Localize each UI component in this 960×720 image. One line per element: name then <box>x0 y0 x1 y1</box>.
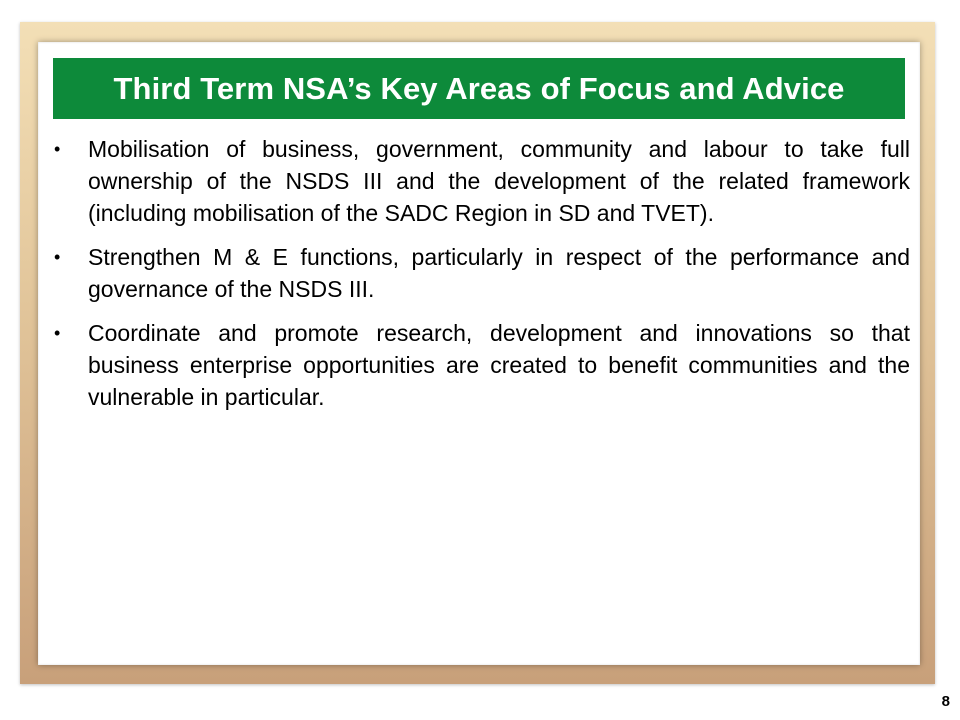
title-bar <box>53 58 905 119</box>
bullet-text: Mobilisation of business, government, community and labour to take full ownership of the NSDS III and the development of the related framework (including mobilisation of the SADC Region in SD and TVET). <box>88 136 910 226</box>
bullet-text: Strengthen M & E functions, particularly in respect of the performance and governance of the NSDS III. <box>88 244 910 302</box>
page-number: 8 <box>941 693 950 710</box>
bullet-text: Coordinate and promote research, development and innovations so that business enterprise opportunities are created to benefit communities and the vulnerable in particular. <box>88 320 910 410</box>
bullet-item-coordinate <box>50 317 910 413</box>
bullet-list <box>50 133 910 425</box>
bullet-icon: • <box>54 323 61 343</box>
slide-title: Third Term NSA’s Key Areas of Focus and Advice <box>113 70 845 106</box>
bullet-item-strengthen <box>50 241 910 305</box>
bullet-icon: • <box>54 247 61 267</box>
bullet-icon: • <box>54 139 61 159</box>
bullet-item-mobilisation <box>50 133 910 229</box>
